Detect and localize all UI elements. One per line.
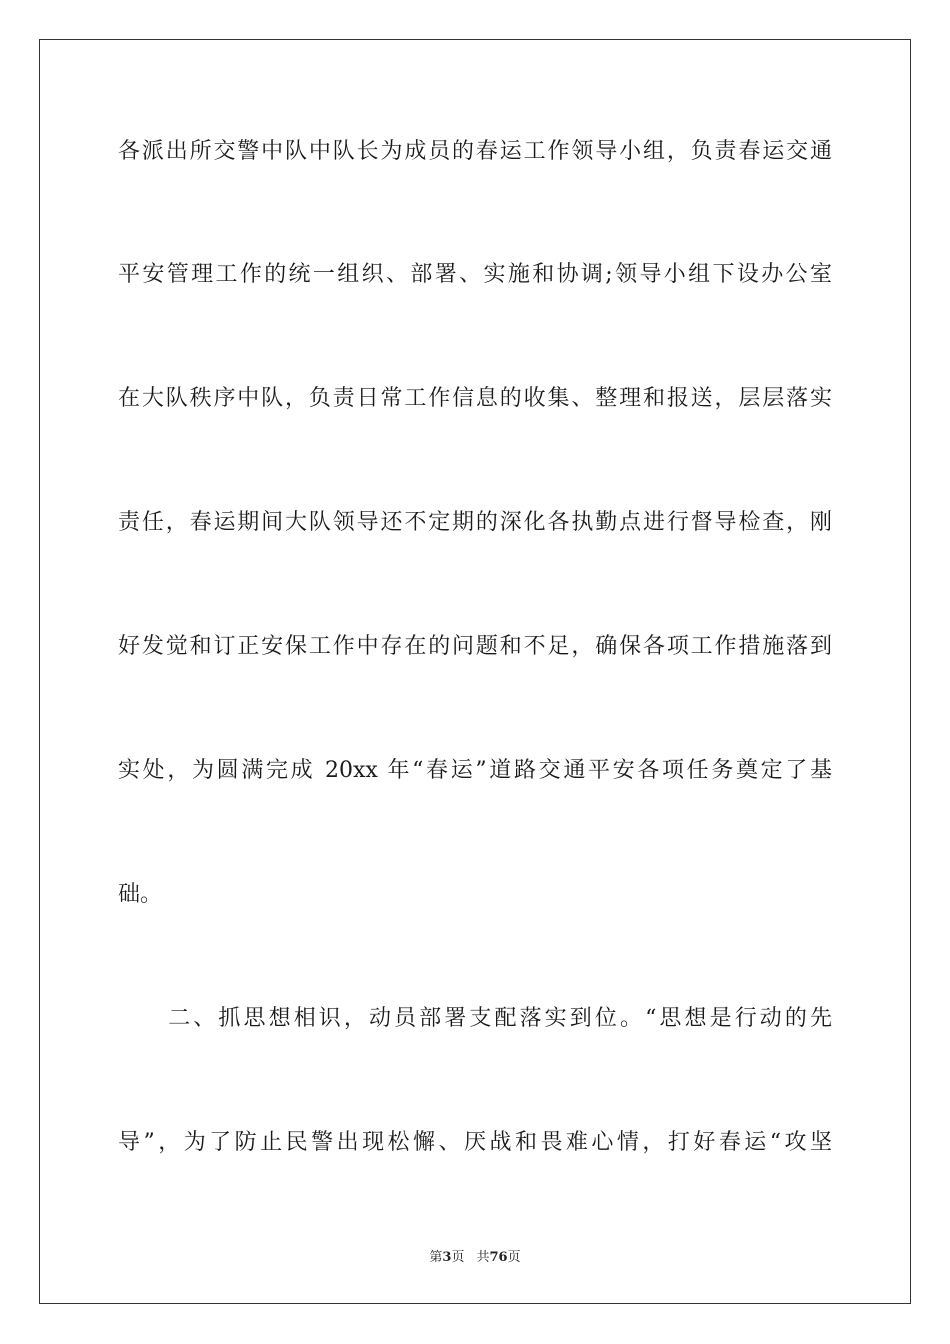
body-text-line-8: 二、抓思想相识，动员部署支配落实到位。“思想是行动的先 [118, 1006, 832, 1031]
footer-page-number: 3 [442, 1250, 452, 1265]
body-text-line-3: 在大队秩序中队，负责日常工作信息的收集、整理和报送，层层落实 [118, 386, 832, 411]
footer-page-suffix: 页 [451, 1250, 465, 1265]
page-footer [0, 1246, 950, 1265]
footer-total-suffix: 页 [507, 1250, 521, 1265]
footer-page-prefix: 第 [429, 1250, 443, 1265]
body-text-line-5: 好发觉和订正安保工作中存在的问题和不足，确保各项工作措施落到 [118, 634, 832, 659]
body-text-line-4: 责任，春运期间大队领导还不定期的深化各执勤点进行督导检查，刚 [118, 510, 832, 535]
body-text-line-9: 导”，为了防止民警出现松懈、厌战和畏难心情，打好春运“攻坚 [118, 1130, 832, 1155]
body-text-line-2: 平安管理工作的统一组织、部署、实施和协调;领导小组下设办公室 [118, 262, 832, 287]
footer-total-number: 76 [489, 1250, 508, 1265]
page-border [39, 39, 911, 1304]
body-text-line-7: 础。 [118, 882, 163, 907]
body-text-line-6: 实处，为圆满完成 20xx 年“春运”道路交通平安各项任务奠定了基 [118, 758, 832, 783]
body-text-line-1: 各派出所交警中队中队长为成员的春运工作领导小组，负责春运交通 [118, 139, 832, 164]
footer-total-prefix: 共 [476, 1250, 490, 1265]
